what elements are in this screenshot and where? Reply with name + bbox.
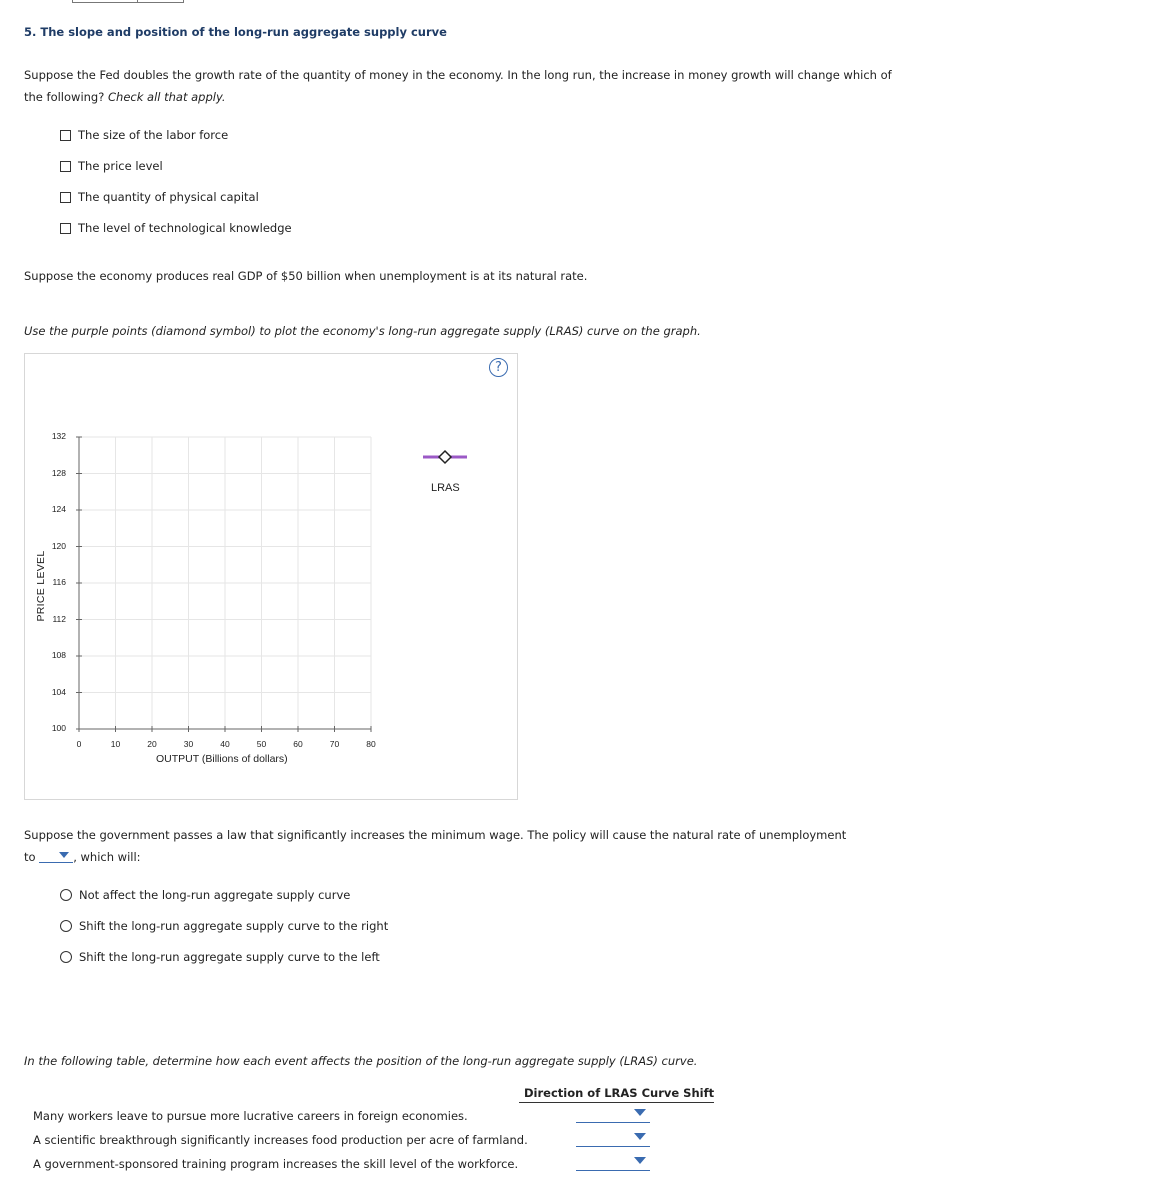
chevron-down-icon: [634, 1157, 646, 1164]
y-tick-label: 116: [52, 577, 66, 587]
chevron-down-icon: [59, 852, 69, 858]
x-tick-label: 50: [256, 739, 267, 749]
unemployment-direction-dropdown[interactable]: [39, 850, 73, 863]
min-wage-line-1: Suppose the government passes a law that significantly increases the minimum wage. The policy will cause the natural rate of unemployment: [24, 828, 847, 842]
y-tick-label: 124: [51, 504, 66, 514]
x-tick-label: 30: [183, 739, 194, 749]
radio-option-shift-left[interactable]: [60, 950, 380, 964]
checkbox-label: The price level: [78, 159, 163, 173]
x-axis-label: OUTPUT (Billions of dollars): [156, 753, 288, 765]
y-tick-label: 104: [51, 686, 66, 697]
checkbox-label: The level of technological knowledge: [78, 221, 292, 235]
table-row-event: Many workers leave to pursue more lucrative careers in foreign economies.: [33, 1109, 468, 1123]
check-all-instruction: Check all that apply.: [108, 90, 226, 104]
lras-palette-label: LRAS: [431, 482, 460, 494]
radio-label: Shift the long-run aggregate supply curve to the left: [79, 950, 380, 964]
x-tick-label: 10: [110, 739, 121, 749]
y-tick-label: 100: [51, 723, 66, 733]
y-tick-label: 128: [51, 467, 66, 478]
radio-label: Not affect the long-run aggregate supply curve: [79, 888, 351, 902]
x-tick-label: 70: [329, 739, 340, 749]
y-tick-label: 112: [52, 613, 66, 624]
intro-line-2-text: the following?: [24, 90, 108, 104]
shift-direction-dropdown-1[interactable]: [576, 1106, 650, 1123]
gdp-statement: Suppose the economy produces real GDP of $50 billion when unemployment is at its natural rate.: [24, 269, 588, 283]
intro-line-1: Suppose the Fed doubles the growth rate of the quantity of money in the economy. In the long run, the increase in money growth will change which of: [24, 68, 892, 82]
checkbox-label: The quantity of physical capital: [78, 190, 259, 204]
table-column-header: Direction of LRAS Curve Shift: [524, 1086, 715, 1100]
lras-palette[interactable]: [423, 451, 467, 463]
table-row-event: A government-sponsored training program increases the skill level of the workforce.: [33, 1157, 519, 1171]
x-tick-label: 80: [366, 739, 376, 749]
graph-instruction: Use the purple points (diamond symbol) to plot the economy's long-run aggregate supply (LRAS) curve on the graph.: [24, 324, 701, 338]
radio-button[interactable]: [60, 951, 72, 963]
radio-option-shift-right[interactable]: [60, 919, 388, 933]
shift-direction-dropdown-2[interactable]: [576, 1130, 650, 1147]
diamond-icon: [439, 451, 451, 463]
y-tick-label: 132: [51, 431, 66, 441]
y-tick-label: 120: [51, 540, 66, 551]
x-tick-label: 40: [220, 739, 230, 749]
help-icon[interactable]: ?: [489, 358, 508, 377]
chart-grid: [79, 437, 371, 729]
chart-axes: [76, 437, 371, 732]
x-tick-label: 60: [293, 739, 303, 749]
shift-direction-dropdown-3[interactable]: [576, 1154, 650, 1171]
radio-option-not-affect[interactable]: [60, 888, 350, 902]
chevron-down-icon: [634, 1109, 646, 1116]
chevron-down-icon: [634, 1133, 646, 1140]
checkbox-label: The size of the labor force: [78, 128, 229, 142]
which-will-text: , which will:: [73, 850, 141, 864]
to-text: to: [24, 850, 36, 864]
table-header-rule: [519, 1102, 714, 1103]
radio-label: Shift the long-run aggregate supply curve to the right: [79, 919, 389, 933]
x-tick-label: 20: [147, 739, 157, 749]
min-wage-question: [24, 824, 846, 868]
y-tick-label: 108: [51, 650, 66, 660]
y-axis-label: PRICE LEVEL: [35, 550, 47, 622]
x-tick-label: 0: [76, 739, 82, 749]
radio-button[interactable]: [60, 920, 72, 932]
radio-button[interactable]: [60, 889, 72, 901]
min-wage-line-2: [24, 846, 846, 868]
table-instruction: In the following table, determine how each event affects the position of the long-run aggregate supply (LRAS) curve.: [24, 1054, 698, 1068]
table-row-event: A scientific breakthrough significantly increases food production per acre of farmland.: [33, 1133, 528, 1147]
question-title: 5. The slope and position of the long-run aggregate supply curve: [24, 25, 447, 39]
